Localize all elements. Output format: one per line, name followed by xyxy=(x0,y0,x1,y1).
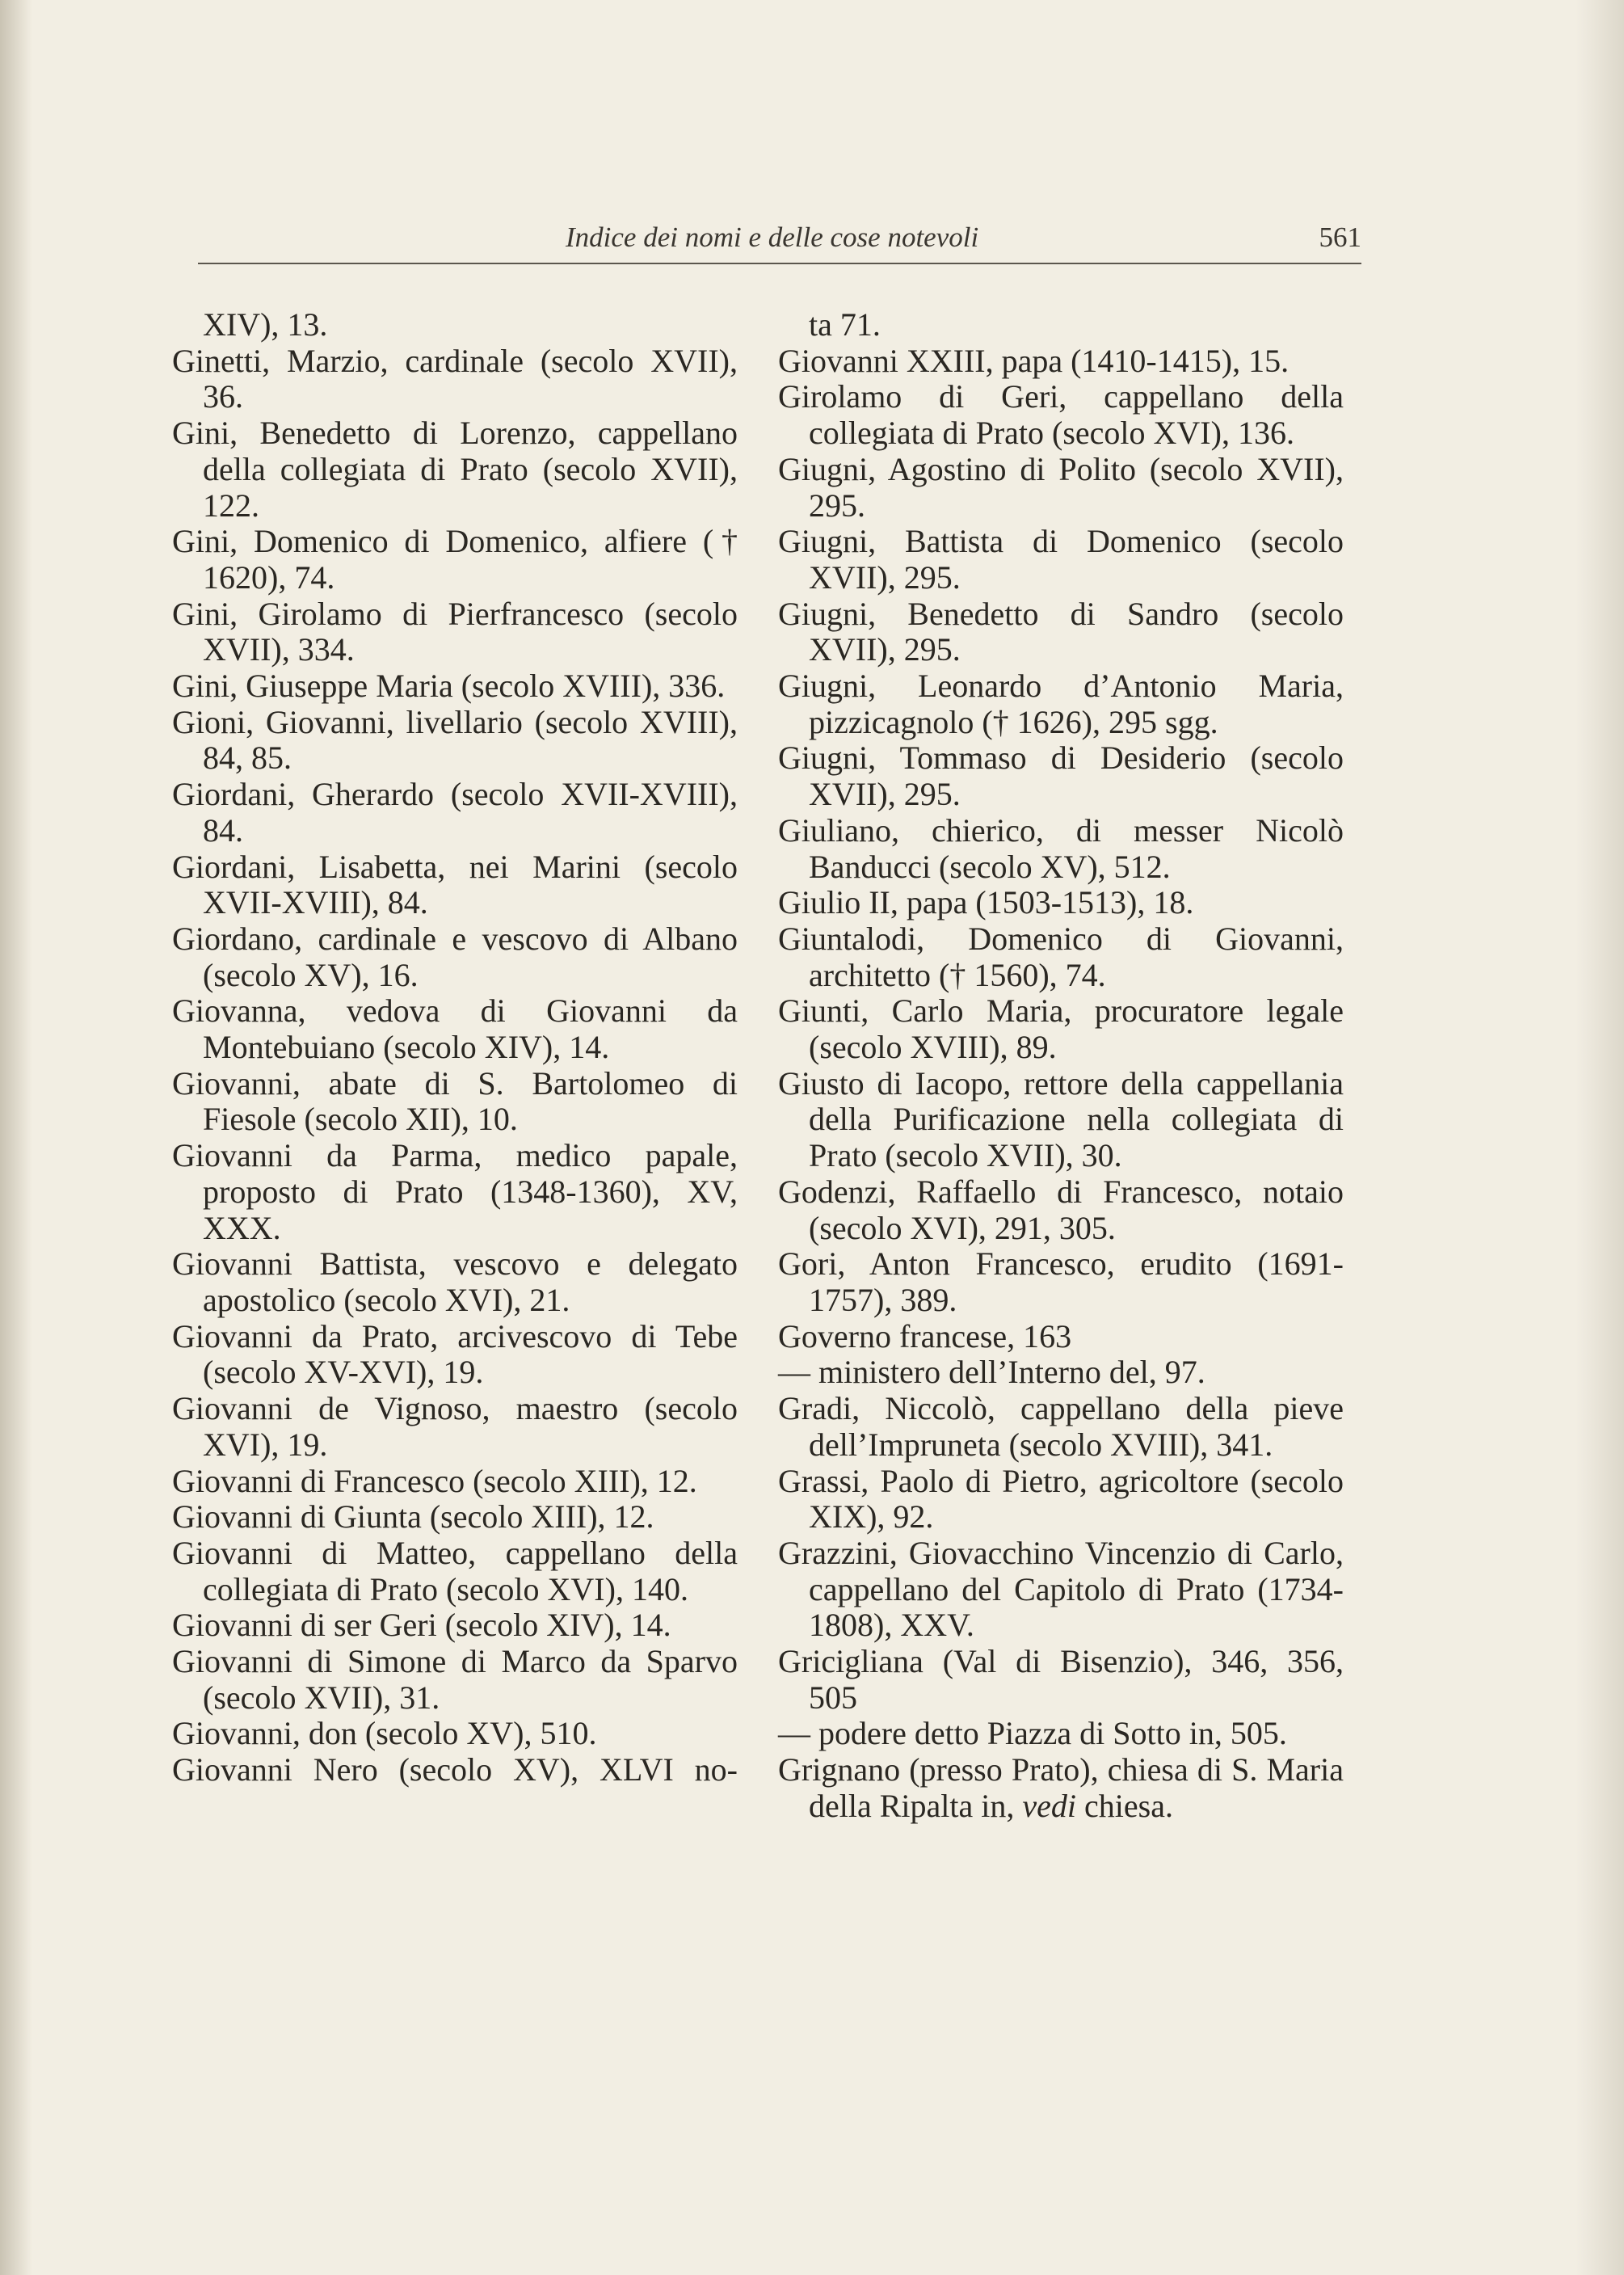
entry-text: chiesa. xyxy=(1076,1787,1173,1824)
page-spine-shadow xyxy=(0,0,32,2275)
index-entry: Giugni, Tommaso di Desiderio (secolo XVII), 295. xyxy=(778,739,1344,813)
index-entry: Gini, Giuseppe Maria (secolo XVIII), 336. xyxy=(172,668,726,705)
running-header xyxy=(198,218,1361,267)
index-entry: Gini, Girolamo di Pierfrancesco (secolo XVII), 334. xyxy=(172,595,738,668)
index-entry: Girolamo di Geri, cappellano della collegiata di Prato (secolo XVI), 136. xyxy=(778,378,1344,452)
index-entry-last xyxy=(778,1752,1344,1824)
index-entry: Godenzi, Raffaello di Francesco, notaio (secolo XVI), 291, 305. xyxy=(778,1173,1344,1246)
index-entry: Giovanni Battista, vescovo e delegato apostolico (secolo XVI), 21. xyxy=(172,1245,738,1318)
index-entry: Giovanni di Simone di Marco da Sparvo (secolo XVII), 31. xyxy=(172,1643,738,1716)
index-entry: Gioni, Giovanni, livellario (secolo XVIII), 84, 85. xyxy=(172,703,738,777)
index-entry: Grassi, Paolo di Pietro, agricoltore (secolo XIX), 92. xyxy=(778,1462,1344,1536)
index-entry: Giugni, Benedetto di Sandro (secolo XVII), 295. xyxy=(778,595,1344,668)
header-rule xyxy=(198,263,1361,264)
index-entry: Giovanna, vedova di Giovanni da Montebuiano (secolo XIV), 14. xyxy=(172,992,738,1066)
index-entry: Giuntalodi, Domenico di Giovanni, architetto († 1560), 74. xyxy=(778,920,1344,993)
index-entry: — ministero dell’Interno del, 97. xyxy=(778,1354,1205,1391)
index-entry: Giugni, Leonardo d’Antonio Maria, pizzicagnolo († 1626), 295 sgg. xyxy=(778,668,1344,740)
index-entry: Gori, Anton Francesco, erudito (1691-1757), 389. xyxy=(778,1245,1344,1318)
index-entry: Giovanni, don (secolo XV), 510. xyxy=(172,1715,597,1752)
index-column-right xyxy=(778,307,1344,1825)
index-column-left xyxy=(172,307,738,1788)
index-entry: Giovanni di ser Geri (secolo XIV), 14. xyxy=(172,1607,671,1644)
index-entry: Gini, Benedetto di Lorenzo, cappellano della collegiata di Prato (secolo XVII), 122. xyxy=(172,415,738,524)
index-entry: Giovanni di Matteo, cappellano della collegiata di Prato (secolo XVI), 140. xyxy=(172,1534,738,1607)
index-entry: Giovanni di Giunta (secolo XIII), 12. xyxy=(172,1498,654,1536)
index-entry: Gricigliana (Val di Bisenzio), 346, 356, 505 xyxy=(778,1643,1344,1716)
index-entry: Giovanni, abate di S. Bartolomeo di Fiesole (secolo XII), 10. xyxy=(172,1064,738,1138)
index-entry: Grazzini, Giovacchino Vincenzio di Carlo, cappellano del Capitolo di Prato (1734-1808), XXV. xyxy=(778,1534,1344,1644)
page-number: 561 xyxy=(1319,221,1361,253)
index-entry: Giordani, Lisabetta, nei Marini (secolo XVII-XVIII), 84. xyxy=(172,848,738,921)
header-title: Indice dei nomi e delle cose notevoli xyxy=(566,221,979,253)
index-entry: Giordano, cardinale e vescovo di Albano (secolo XV), 16. xyxy=(172,920,738,993)
index-entry: XIV), 13. xyxy=(203,306,328,343)
entry-text: Grignano (presso Prato), chiesa di S. Maria della Ripalta in, xyxy=(778,1751,1344,1824)
index-entry: Gradi, Niccolò, cappellano della pieve dell’Impruneta (secolo XVIII), 341. xyxy=(778,1390,1344,1463)
index-entry: Giordani, Gherardo (secolo XVII-XVIII), 84. xyxy=(172,776,738,849)
index-entry: Giovanni da Prato, arcivescovo di Tebe (secolo XV-XVI), 19. xyxy=(172,1317,738,1391)
index-entry: Gini, Domenico di Domenico, alfiere († 1620), 74. xyxy=(172,523,738,596)
index-entry: Giovanni de Vignoso, maestro (secolo XVI), 19. xyxy=(172,1390,738,1463)
index-entry: ta 71. xyxy=(809,306,881,343)
index-entry: — podere detto Piazza di Sotto in, 505. xyxy=(778,1715,1287,1752)
index-entry: Ginetti, Marzio, cardinale (secolo XVII), 36. xyxy=(172,342,738,415)
index-entry: Giunti, Carlo Maria, procuratore legale (secolo XVIII), 89. xyxy=(778,992,1344,1066)
index-entry: Giugni, Agostino di Polito (secolo XVII), 295. xyxy=(778,450,1344,524)
index-entry: Governo francese, 163 xyxy=(778,1317,1072,1354)
index-entry: Giovanni XXIII, papa (1410-1415), 15. xyxy=(778,342,1290,379)
entry-italic-text: vedi xyxy=(1022,1787,1076,1824)
index-entry: Giugni, Battista di Domenico (secolo XVII), 295. xyxy=(778,523,1344,596)
index-entry: Giovanni da Parma, medico papale, proposto di Prato (1348-1360), XV, XXX. xyxy=(172,1137,738,1246)
index-entry: Giuliano, chierico, di messer Nicolò Banducci (secolo XV), 512. xyxy=(778,811,1344,885)
index-entry: Giovanni Nero (secolo XV), XLVI no- xyxy=(172,1751,738,1788)
index-entry: Giusto di Iacopo, rettore della cappellania della Purificazione nella collegiata di Prato (secolo XVII), 30. xyxy=(778,1064,1344,1174)
page-edge-shadow xyxy=(1576,0,1624,2275)
index-entry: Giulio II, papa (1503-1513), 18. xyxy=(778,884,1194,921)
index-entry: Giovanni di Francesco (secolo XIII), 12. xyxy=(172,1462,697,1499)
